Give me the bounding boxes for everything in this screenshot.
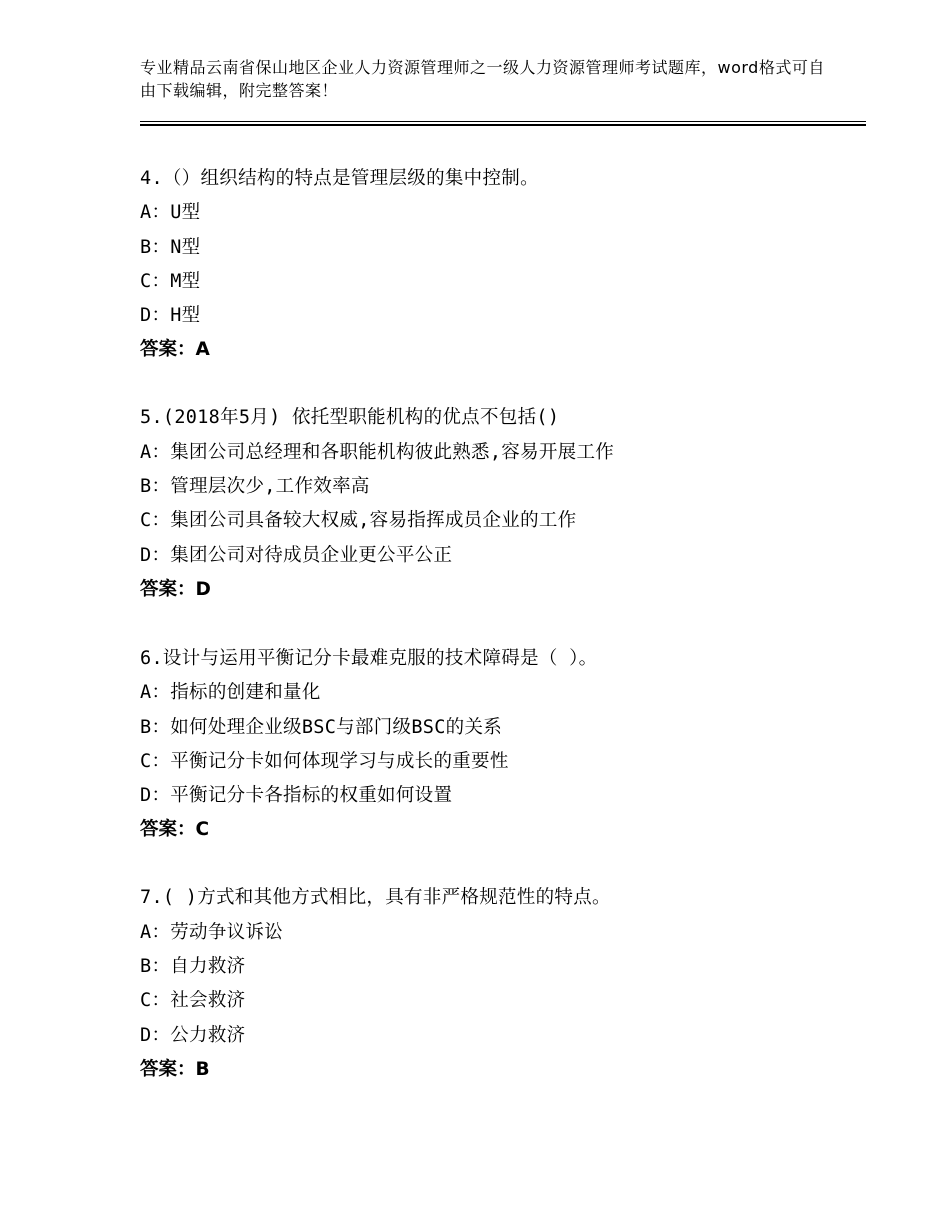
answer-label: 答案：A — [140, 339, 210, 361]
option-b: B：管理层次少,工作效率高 — [140, 476, 370, 498]
option-a: A：U型 — [140, 202, 201, 224]
answer-label: 答案：D — [140, 578, 211, 600]
option-c: C：社会救济 — [140, 990, 246, 1012]
question-stem: 7.( )方式和其他方式相比，具有非严格规范性的特点。 — [140, 887, 611, 909]
question-stem: 5.(2018年5月) 依托型职能机构的优点不包括() — [140, 407, 560, 429]
question-stem: 6.设计与运用平衡记分卡最难克服的技术障碍是（ ）。 — [140, 647, 598, 669]
question-4 — [140, 162, 866, 367]
option-b: B：N型 — [140, 236, 201, 258]
option-c: C：M型 — [140, 270, 201, 292]
document-header: 专业精品云南省保山地区企业人力资源管理师之一级人力资源管理师考试题库，word格式可自由下载编辑，附完整答案！ — [140, 58, 825, 100]
header-divider-thin — [140, 121, 866, 122]
option-a: A：集团公司总经理和各职能机构彼此熟悉,容易开展工作 — [140, 441, 615, 463]
option-c: C：平衡记分卡如何体现学习与成长的重要性 — [140, 750, 509, 772]
option-d: D：平衡记分卡各指标的权重如何设置 — [140, 785, 453, 807]
option-a: A：劳动争议诉讼 — [140, 921, 284, 943]
header-divider-thick — [140, 124, 866, 126]
option-a: A：指标的创建和量化 — [140, 682, 321, 704]
answer-label: 答案：B — [140, 1058, 210, 1080]
option-b: B：如何处理企业级BSC与部门级BSC的关系 — [140, 716, 503, 738]
option-d: D：H型 — [140, 305, 201, 327]
question-list — [140, 162, 866, 1121]
question-stem: 4.（）组织结构的特点是管理层级的集中控制。 — [140, 168, 539, 189]
option-d: D：公力救济 — [140, 1024, 246, 1046]
question-5 — [140, 401, 866, 606]
option-d: D：集团公司对待成员企业更公平公正 — [140, 544, 453, 566]
option-c: C：集团公司具备较大权威,容易指挥成员企业的工作 — [140, 510, 577, 532]
answer-label: 答案：C — [140, 819, 210, 841]
question-7 — [140, 881, 866, 1086]
question-6 — [140, 642, 866, 847]
option-b: B：自力救济 — [140, 956, 246, 978]
